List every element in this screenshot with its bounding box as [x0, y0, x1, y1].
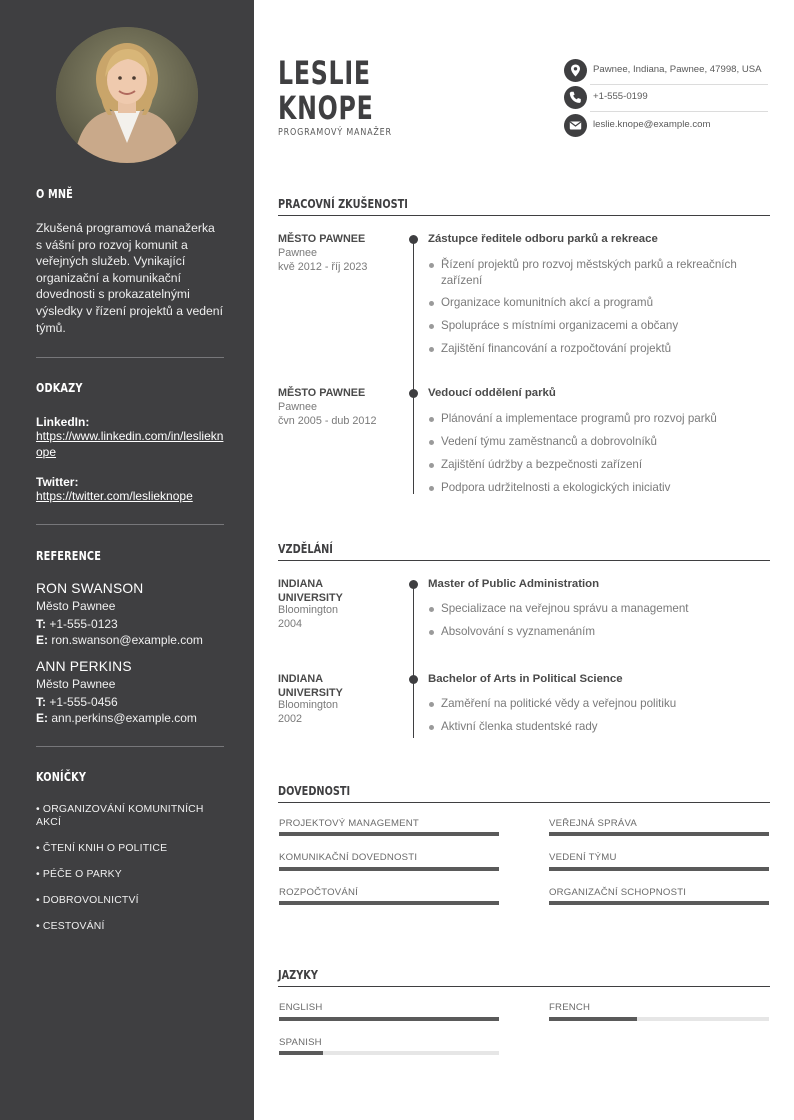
- skill-bar-fill: [279, 832, 499, 836]
- skill-bar: [279, 901, 499, 905]
- hobby-item: • ČTENÍ KNIH O POLITICE: [36, 843, 168, 854]
- location-pin-icon: [564, 59, 587, 82]
- sidebar: [0, 0, 254, 1120]
- divider: [36, 746, 224, 747]
- timeline-dot: [409, 235, 418, 244]
- about-text: Zkušená programová manažerka s vášní pro rozvoj komunit a veřejných služeb. Vynikající organizační a komunikační dovednosti s prokazatelnými výsledky v řízení projektů a vedení týmů.: [36, 221, 223, 335]
- person-name: [278, 56, 374, 126]
- language-label: FRENCH: [549, 1002, 591, 1013]
- language-bar-fill: [279, 1051, 323, 1055]
- divider: [590, 84, 768, 85]
- job-title: PROGRAMOVÝ MANAŽER: [278, 127, 392, 138]
- skill-bar: [279, 867, 499, 871]
- experience-location: Pawnee: [278, 247, 318, 259]
- divider: [590, 111, 768, 112]
- education-degree: Master of Public Administration: [428, 578, 600, 590]
- reference-org: Město Pawnee: [36, 599, 116, 613]
- language-label: ENGLISH: [279, 1002, 323, 1013]
- language-bar: [279, 1017, 499, 1021]
- section-rule: [278, 215, 770, 216]
- skill-bar: [549, 901, 769, 905]
- divider: [36, 357, 224, 358]
- reference-email: E: ron.swanson@example.com: [36, 633, 203, 647]
- reference-name: RON SWANSON: [36, 581, 144, 596]
- education-year: 2002: [278, 713, 303, 725]
- experience-bullet: Zajištění údržby a bezpečnosti zařízení: [428, 457, 758, 473]
- email-text[interactable]: leslie.knope@example.com: [593, 119, 711, 130]
- profile-photo: [56, 27, 198, 163]
- skill-bar-fill: [549, 867, 769, 871]
- experience-bullet: Organizace komunitních akcí a programů: [428, 295, 758, 311]
- education-title: VZDĚLÁNÍ: [278, 541, 333, 556]
- experience-org: MĚSTO PAWNEE: [278, 233, 366, 245]
- phone-text[interactable]: +1-555-0199: [593, 91, 648, 102]
- references-title: REFERENCE: [36, 548, 102, 563]
- last-name: KNOPE: [278, 89, 374, 127]
- languages-title: JAZYKY: [278, 967, 318, 982]
- education-year: 2004: [278, 618, 303, 630]
- reference-phone: T: +1-555-0456: [36, 695, 118, 709]
- experience-bullet: Plánování a implementace programů pro rozvoj parků: [428, 411, 758, 427]
- section-rule: [278, 986, 770, 987]
- education-bullet: Zaměření na politické vědy a veřejnou politiku: [428, 696, 758, 712]
- skill-bar-fill: [279, 867, 499, 871]
- education-location: Bloomington: [278, 604, 339, 616]
- language-bar: [549, 1017, 769, 1021]
- phone-icon: [564, 86, 587, 109]
- skill-label: KOMUNIKAČNÍ DOVEDNOSTI: [279, 852, 418, 863]
- experience-bullet: Řízení projektů pro rozvoj městských parků a rekreačních zařízení: [428, 257, 758, 288]
- envelope-icon: [564, 114, 587, 137]
- education-bullet: Absolvování s vyznamenáním: [428, 624, 758, 640]
- divider: [36, 524, 224, 525]
- experience-bullet: Zajištění financování a rozpočtování projektů: [428, 341, 758, 357]
- education-timeline: [413, 584, 414, 738]
- experience-role: Vedoucí oddělení parků: [428, 387, 556, 399]
- section-rule: [278, 802, 770, 803]
- skill-bar: [549, 832, 769, 836]
- hobby-item: • PÉČE O PARKY: [36, 869, 122, 880]
- experience-bullet: Podpora udržitelnosti a ekologických iniciativ: [428, 480, 758, 496]
- contact-phone: [564, 86, 768, 110]
- reference-email: E: ann.perkins@example.com: [36, 711, 197, 725]
- hobby-item: • CESTOVÁNÍ: [36, 921, 105, 932]
- education-org: INDIANA UNIVERSITY: [278, 673, 343, 699]
- experience-location: Pawnee: [278, 401, 318, 413]
- experience-org: MĚSTO PAWNEE: [278, 387, 366, 399]
- hobby-item: • ORGANIZOVÁNÍ KOMUNITNÍCH AKCÍ: [36, 804, 204, 828]
- contact-email: [564, 114, 768, 138]
- language-label: SPANISH: [279, 1037, 322, 1048]
- hobby-item: • DOBROVOLNICTVÍ: [36, 895, 139, 906]
- skill-bar-fill: [549, 832, 769, 836]
- linkedin-label: LinkedIn:: [36, 415, 90, 429]
- experience-dates: čvn 2005 - dub 2012: [278, 415, 377, 427]
- reference-name: ANN PERKINS: [36, 659, 132, 674]
- experience-bullet: Spolupráce s místními organizacemi a občany: [428, 318, 758, 334]
- address-text: Pawnee, Indiana, Pawnee, 47998, USA: [593, 64, 762, 75]
- language-bar-fill: [279, 1017, 499, 1021]
- twitter-label: Twitter:: [36, 475, 79, 489]
- education-bullet: Aktivní členka studentské rady: [428, 719, 758, 735]
- language-bar-fill: [549, 1017, 637, 1021]
- about-title: O MNĚ: [36, 186, 73, 201]
- education-location: Bloomington: [278, 699, 339, 711]
- experience-bullet: Vedení týmu zaměstnanců a dobrovolníků: [428, 434, 758, 450]
- experience-timeline: [413, 240, 414, 494]
- experience-title: PRACOVNÍ ZKUŠENOSTI: [278, 196, 408, 211]
- skill-label: ROZPOČTOVÁNÍ: [279, 887, 358, 898]
- reference-phone: T: +1-555-0123: [36, 617, 118, 631]
- reference-org: Město Pawnee: [36, 677, 116, 691]
- contact-address: [564, 59, 768, 83]
- skill-bar-fill: [549, 901, 769, 905]
- skill-bar-fill: [279, 901, 499, 905]
- first-name: LESLIE: [278, 54, 371, 92]
- hobbies-title: KONÍČKY: [36, 769, 87, 784]
- skills-title: DOVEDNOSTI: [278, 783, 351, 798]
- linkedin-link[interactable]: https://www.linkedin.com/in/leslieknope: [36, 429, 224, 459]
- twitter-link[interactable]: https://twitter.com/leslieknope: [36, 489, 193, 503]
- links-title: ODKAZY: [36, 380, 83, 395]
- skill-bar: [279, 832, 499, 836]
- timeline-dot: [409, 675, 418, 684]
- timeline-dot: [409, 580, 418, 589]
- experience-dates: kvě 2012 - říj 2023: [278, 261, 368, 273]
- skill-label: VEŘEJNÁ SPRÁVA: [549, 818, 637, 829]
- experience-role: Zástupce ředitele odboru parků a rekreace: [428, 233, 658, 245]
- skill-label: VEDENÍ TÝMU: [549, 852, 617, 863]
- education-org: INDIANA UNIVERSITY: [278, 578, 343, 604]
- skill-label: PROJEKTOVÝ MANAGEMENT: [279, 818, 419, 829]
- education-degree: Bachelor of Arts in Political Science: [428, 673, 623, 685]
- section-rule: [278, 560, 770, 561]
- skill-bar: [549, 867, 769, 871]
- timeline-dot: [409, 389, 418, 398]
- language-bar: [279, 1051, 499, 1055]
- education-bullet: Specializace na veřejnou správu a management: [428, 601, 758, 617]
- skill-label: ORGANIZAČNÍ SCHOPNOSTI: [549, 887, 687, 898]
